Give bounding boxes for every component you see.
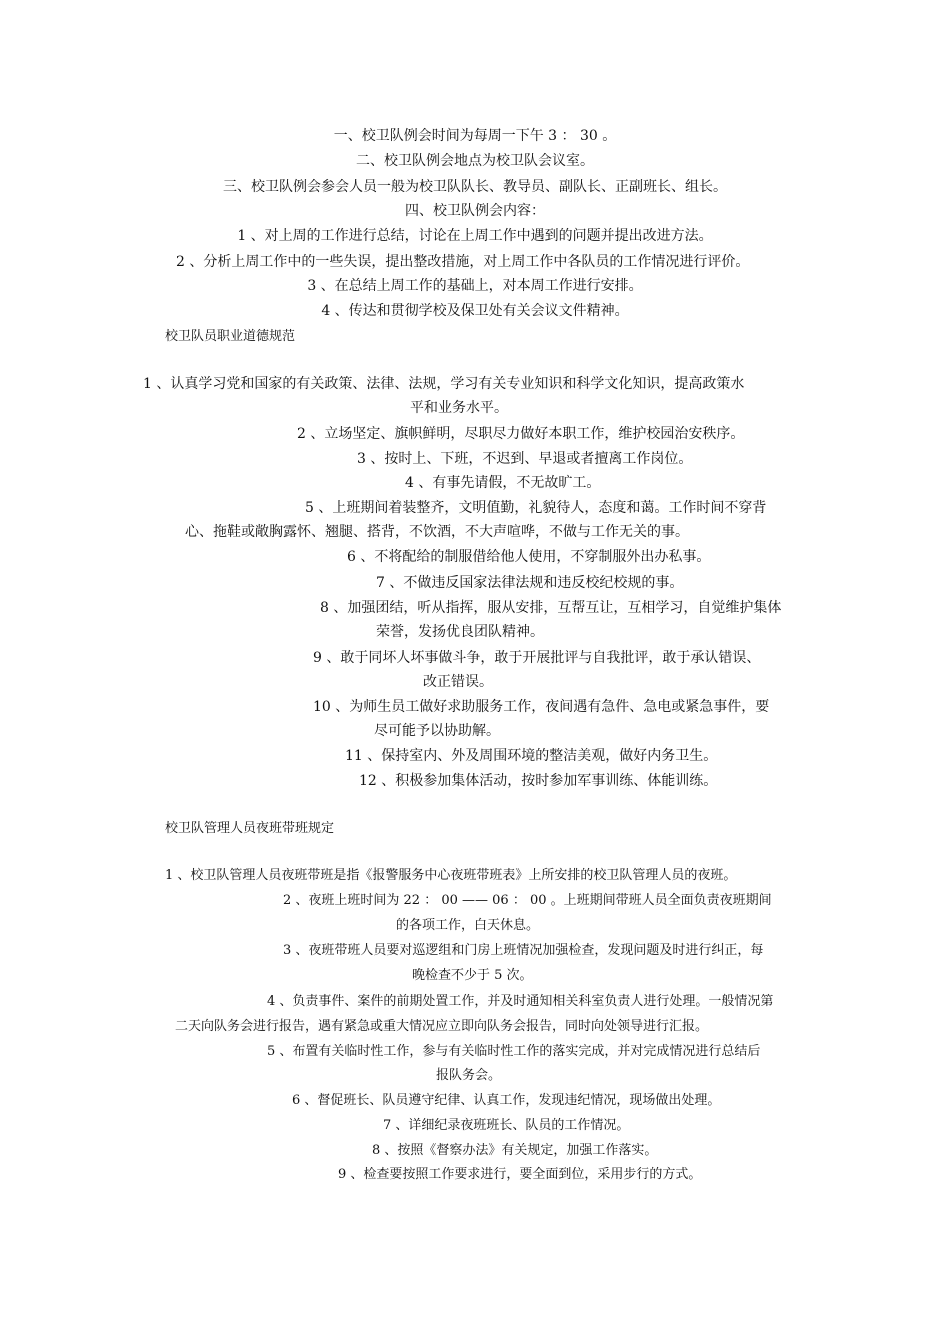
ethics-rule-4: 4 、有事先请假，不无故旷工。 bbox=[405, 475, 601, 491]
ethics-rule-3: 3 、按时上、下班，不迟到、早退或者擅离工作岗位。 bbox=[357, 451, 693, 467]
ethics-rule-8: 8 、加强团结，听从指挥，服从安排，互帮互让，互相学习，自觉维护集体 bbox=[320, 600, 782, 616]
night-rule-1: 1 、校卫队管理人员夜班带班是指《报警服务中心夜班带班表》上所安排的校卫队管理人员的夜班。 bbox=[165, 868, 737, 883]
meeting-item-3: 三、校卫队例会参会人员一般为校卫队队长、教导员、副队长、正副班长、组长。 bbox=[223, 179, 727, 195]
night-heading: 校卫队管理人员夜班带班规定 bbox=[165, 821, 335, 836]
night-rule-5: 5 、布置有关临时性工作，参与有关临时性工作的落实完成，并对完成情况进行总结后 bbox=[267, 1044, 761, 1059]
ethics-rule-6: 6 、不将配给的制服借给他人使用，不穿制服外出办私事。 bbox=[347, 549, 711, 565]
night-rule-8: 8 、按照《督察办法》有关规定，加强工作落实。 bbox=[372, 1143, 658, 1158]
meeting-content-3: 3 、在总结上周工作的基础上，对本周工作进行安排。 bbox=[307, 278, 643, 294]
meeting-item-1: 一、校卫队例会时间为每周一下午 3 ： 30 。 bbox=[333, 128, 617, 144]
ethics-rule-8-cont: 荣誉，发扬优良团队精神。 bbox=[376, 624, 544, 640]
meeting-content-1: 1 、对上周的工作进行总结，讨论在上周工作中遇到的问题并提出改进方法。 bbox=[237, 228, 713, 244]
ethics-rule-9: 9 、敢于同坏人坏事做斗争，敢于开展批评与自我批评，敢于承认错误、 bbox=[313, 650, 761, 666]
ethics-rule-1: 1 、认真学习党和国家的有关政策、法律、法规，学习有关专业知识和科学文化知识，提高政策水 bbox=[143, 376, 745, 392]
night-rule-4: 4 、负责事件、案件的前期处置工作，并及时通知相关科室负责人进行处理。一般情况第 bbox=[267, 994, 774, 1009]
meeting-item-4: 四、校卫队例会内容： bbox=[405, 203, 545, 219]
ethics-rule-9-cont: 改正错误。 bbox=[423, 674, 493, 690]
ethics-rule-5: 5 、上班期间着装整齐，文明值勤，礼貌待人，态度和蔼。工作时间不穿背 bbox=[305, 500, 767, 516]
night-rule-9: 9 、检查要按照工作要求进行，要全面到位，采用步行的方式。 bbox=[338, 1167, 702, 1182]
night-rule-7: 7 、详细纪录夜班班长、队员的工作情况。 bbox=[383, 1118, 630, 1133]
ethics-rule-5-cont: 心、拖鞋或敞胸露怀、翘腿、搭背，不饮酒，不大声喧哗，不做与工作无关的事。 bbox=[185, 524, 689, 540]
night-rule-5-cont: 报队务会。 bbox=[436, 1068, 502, 1083]
meeting-content-2: 2 、分析上周工作中的一些失误，提出整改措施，对上周工作中各队员的工作情况进行评价。 bbox=[176, 254, 750, 270]
ethics-rule-11: 11 、保持室内、外及周围环境的整洁美观，做好内务卫生。 bbox=[345, 748, 718, 764]
meeting-content-4: 4 、传达和贯彻学校及保卫处有关会议文件精神。 bbox=[321, 303, 629, 319]
ethics-rule-12: 12 、积极参加集体活动，按时参加军事训练、体能训练。 bbox=[359, 773, 718, 789]
night-rule-3: 3 、夜班带班人员要对巡逻组和门房上班情况加强检查，发现问题及时进行纠正，每 bbox=[283, 943, 764, 958]
ethics-rule-1-cont: 平和业务水平。 bbox=[410, 400, 508, 416]
night-rule-4-cont: 二天向队务会进行报告，遇有紧急或重大情况应立即向队务会报告，同时向处领导进行汇报。 bbox=[175, 1019, 709, 1034]
night-rule-2: 2 、夜班上班时间为 22 ： 00 —— 06 ： 00 。上班期间带班人员全面负责夜班期间 bbox=[283, 893, 772, 908]
night-rule-2-cont: 的各项工作，白天休息。 bbox=[396, 918, 540, 933]
ethics-rule-10-cont: 尽可能予以协助解。 bbox=[374, 723, 500, 739]
night-rule-3-cont: 晚检查不少于 5 次。 bbox=[412, 968, 533, 983]
night-rule-6: 6 、督促班长、队员遵守纪律、认真工作，发现违纪情况，现场做出处理。 bbox=[292, 1093, 721, 1108]
ethics-rule-7: 7 、不做违反国家法律法规和违反校纪校规的事。 bbox=[376, 575, 684, 591]
ethics-rule-2: 2 、立场坚定、旗帜鲜明，尽职尽力做好本职工作，维护校园治安秩序。 bbox=[297, 426, 745, 442]
ethics-rule-10: 10 、为师生员工做好求助服务工作，夜间遇有急件、急电或紧急事件，要 bbox=[313, 699, 770, 715]
meeting-item-2: 二、校卫队例会地点为校卫队会议室。 bbox=[356, 153, 594, 169]
ethics-heading: 校卫队员职业道德规范 bbox=[165, 329, 296, 344]
